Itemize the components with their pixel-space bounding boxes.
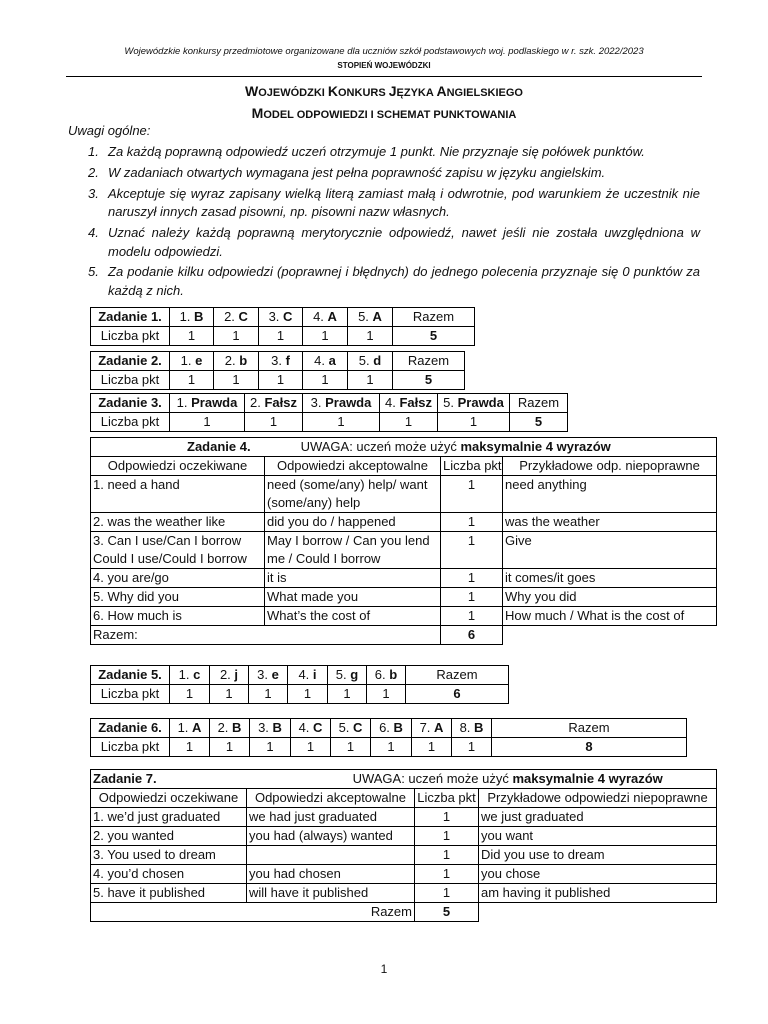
expected-answer: 5. Why did you [91,588,265,607]
answer-cell: 1. Prawda [170,394,245,413]
expected-answer: 3. You used to dream [91,846,247,865]
points-cell: 1 [441,607,503,626]
answer-cell: 3. Prawda [303,394,380,413]
accepted-answer: will have it published [247,884,415,903]
table-row [91,532,717,569]
table-row [91,626,717,645]
points-cell: 1 [210,685,249,704]
answer-cell: 3. C [259,308,303,327]
total-label: Razem: [91,626,441,645]
column-header: Liczba pkt [441,457,503,476]
points-label: Liczba pkt [91,413,170,432]
total-value: 8 [492,738,687,757]
table-row [91,371,465,390]
note-item: 5. Za podanie kilku odpowiedzi (poprawnej i błędnych) do jednego polecenia przyznaje się 0 punktów za każdą z nich. [88,264,700,298]
answer-cell: 1. c [170,666,210,685]
table-row [91,438,717,457]
notes-list [88,143,700,303]
table-header-row [91,457,717,476]
points-label: Liczba pkt [91,371,170,390]
points-label: Liczba pkt [91,685,170,704]
expected-answer: 2. was the weather like [91,513,265,532]
table-row [91,308,475,327]
points-cell: 1 [441,588,503,607]
expected-answer: 1. need a hand [91,476,265,513]
table-row [91,827,717,846]
points-cell: 1 [259,327,303,346]
header-divider [66,76,702,77]
incorrect-answer: was the weather [503,513,717,532]
total-value: 5 [393,327,475,346]
points-cell: 1 [331,738,371,757]
task-label: Zadanie 5. [91,666,170,685]
expected-answer: 2. you wanted [91,827,247,846]
answer-cell: 5. g [328,666,367,685]
incorrect-answer: Give [503,532,717,569]
table-header-row [91,789,717,808]
incorrect-answer: Did you use to dream [479,846,717,865]
answer-cell: 3. B [250,719,291,738]
column-header: Przykładowe odpowiedzi niepoprawne [479,789,717,808]
points-cell: 1 [288,685,328,704]
answer-cell: 5. d [348,352,393,371]
answer-cell: 1. e [170,352,214,371]
answer-cell: 5. A [348,308,393,327]
incorrect-answer: you chose [479,865,717,884]
accepted-answer: it is [265,569,441,588]
points-cell: 1 [170,413,245,432]
task-7-table [90,769,717,922]
column-header: Przykładowe odp. niepoprawne [503,457,717,476]
incorrect-answer: Why you did [503,588,717,607]
note-item: 4. Uznać należy każdą poprawną merytorycznie odpowiedź, nawet jeśli nie została uwzględniona w modelu odpowiedzi. [88,225,700,259]
answer-cell: 1. A [170,719,210,738]
table-row [91,607,717,626]
table-row [91,513,717,532]
points-cell: 1 [415,865,479,884]
points-cell: 1 [303,371,348,390]
table-row [91,808,717,827]
task-4-header: Zadanie 4. UWAGA: uczeń może użyć maksymalnie 4 wyrazów [91,438,717,457]
points-cell: 1 [367,685,406,704]
accepted-answer: What made you [265,588,441,607]
expected-answer: 4. you are/go [91,569,265,588]
points-cell: 1 [415,827,479,846]
page-number: 1 [380,962,388,976]
answer-cell: 8. B [452,719,492,738]
points-cell: 1 [441,532,503,569]
accepted-answer: we had just graduated [247,808,415,827]
column-header: Odpowiedzi akceptowalne [247,789,415,808]
answer-cell: 5. C [331,719,371,738]
answer-cell: 2. b [214,352,259,371]
table-row [91,569,717,588]
task-5-table [90,665,509,704]
total-value: 5 [510,413,568,432]
total-label: Razem [393,352,465,371]
note-item: 3. Akceptuje się wyraz zapisany wielką literą zamiast małą i odwrotnie, pod warunkiem że uczestnik nie naruszył innych zasad pisowni, np. pisowni nazw własnych. [88,185,700,220]
incorrect-answer: we just graduated [479,808,717,827]
expected-answer: 5. have it published [91,884,247,903]
points-cell: 1 [170,371,214,390]
answer-cell: 7. A [412,719,452,738]
expected-answer: 6. How much is [91,607,265,626]
answer-cell: 6. B [371,719,412,738]
table-row [91,685,509,704]
points-cell: 1 [441,513,503,532]
points-cell: 1 [415,884,479,903]
expected-answer: 3. Can I use/Can I borrow Could I use/Could I borrow [91,532,265,569]
accepted-answer: need (some/any) help/ want (some/any) help [265,476,441,513]
points-cell: 1 [259,371,303,390]
answer-cell: 3. f [259,352,303,371]
points-cell: 1 [214,371,259,390]
empty-cell [479,903,717,922]
note-item: 2. W zadaniach otwartych wymagana jest pełna poprawność zapisu w języku angielskim. [88,164,606,180]
points-cell: 1 [438,413,510,432]
answer-cell: 4. i [288,666,328,685]
total-label: Razem [492,719,687,738]
points-cell: 1 [291,738,331,757]
column-header: Odpowiedzi akceptowalne [265,457,441,476]
task-7-header: Zadanie 7. UWAGA: uczeń może użyć maksymalnie 4 wyrazów [91,770,717,789]
points-cell: 1 [303,327,348,346]
expected-answer: 1. we’d just graduated [91,808,247,827]
empty-cell [503,626,717,645]
task-label: Zadanie 1. [91,308,170,327]
incorrect-answer: am having it published [479,884,717,903]
points-cell: 1 [170,685,210,704]
answer-cell: 6. b [367,666,406,685]
points-label: Liczba pkt [91,738,170,757]
points-cell: 1 [303,413,380,432]
total-label: Razem [393,308,475,327]
points-cell: 1 [328,685,367,704]
table-row [91,738,687,757]
answer-cell: 2. Fałsz [245,394,303,413]
points-cell: 1 [412,738,452,757]
answer-cell: 4. C [291,719,331,738]
incorrect-answer: need anything [503,476,717,513]
document-subtitle: MODEL ODPOWIEDZI I SCHEMAT PUNKTOWANIA [251,105,517,121]
table-row [91,770,717,789]
points-cell: 1 [210,738,250,757]
table-row [91,846,717,865]
accepted-answer: did you do / happened [265,513,441,532]
note-item: 1. Za każdą poprawną odpowiedź uczeń otrzymuje 1 punkt. Nie przyznaje się połówek punktów. [88,144,645,159]
answer-cell: 2. j [210,666,249,685]
points-cell: 1 [250,738,291,757]
column-header: Odpowiedzi oczekiwane [91,789,247,808]
points-cell: 1 [415,846,479,865]
points-cell: 1 [170,327,214,346]
notes-heading: Uwagi ogólne: [68,123,151,138]
points-cell: 1 [371,738,412,757]
table-row [91,666,509,685]
points-cell: 1 [170,738,210,757]
table-row [91,588,717,607]
accepted-answer: you had chosen [247,865,415,884]
table-row [91,865,717,884]
points-cell: 1 [348,371,393,390]
task-label: Zadanie 6. [91,719,170,738]
answer-cell: 3. e [249,666,288,685]
answer-cell: 4. a [303,352,348,371]
table-row [91,327,475,346]
points-cell: 1 [214,327,259,346]
incorrect-answer: it comes/it goes [503,569,717,588]
points-cell: 1 [380,413,438,432]
answer-cell: 4. A [303,308,348,327]
table-row [91,903,717,922]
total-label: Razem [91,903,415,922]
total-value: 5 [393,371,465,390]
points-cell: 1 [415,808,479,827]
expected-answer: 4. you’d chosen [91,865,247,884]
document-title: WOJEWÓDZKI KONKURS JĘZYKA ANGIELSKIEGO [244,83,523,99]
accepted-answer: you had (always) wanted [247,827,415,846]
header-level: STOPIEŃ WOJEWÓDZKI [337,61,431,70]
total-value: 5 [415,903,479,922]
task-label: Zadanie 3. [91,394,170,413]
points-cell: 1 [441,476,503,513]
table-row [91,413,568,432]
table-row [91,394,568,413]
points-cell: 1 [348,327,393,346]
total-value: 6 [406,685,509,704]
answer-cell: 2. C [214,308,259,327]
column-header: Odpowiedzi oczekiwane [91,457,265,476]
task-6-table [90,718,687,757]
column-header: Liczba pkt [415,789,479,808]
task-2-table [90,351,465,390]
task-3-table [90,393,568,432]
incorrect-answer: you want [479,827,717,846]
total-label: Razem [510,394,568,413]
answer-cell: 4. Fałsz [380,394,438,413]
total-label: Razem [406,666,509,685]
accepted-answer: What’s the cost of [265,607,441,626]
header-line: Wojewódzkie konkursy przedmiotowe organizowane dla uczniów szkół podstawowych woj. podlaskiego w r. szk. 2022/2023 [124,46,644,57]
table-row [91,476,717,513]
accepted-answer [247,846,415,865]
incorrect-answer: How much / What is the cost of [503,607,717,626]
table-row [91,352,465,371]
total-value: 6 [441,626,503,645]
table-row [91,884,717,903]
points-cell: 1 [249,685,288,704]
answer-cell: 2. B [210,719,250,738]
task-label: Zadanie 2. [91,352,170,371]
answer-cell: 1. B [170,308,214,327]
table-row [91,719,687,738]
accepted-answer: May I borrow / Can you lend me / Could I borrow [265,532,441,569]
answer-cell: 5. Prawda [438,394,510,413]
points-cell: 1 [245,413,303,432]
points-cell: 1 [441,569,503,588]
task-4-table [90,437,717,645]
points-label: Liczba pkt [91,327,170,346]
points-cell: 1 [452,738,492,757]
task-1-table [90,307,475,346]
